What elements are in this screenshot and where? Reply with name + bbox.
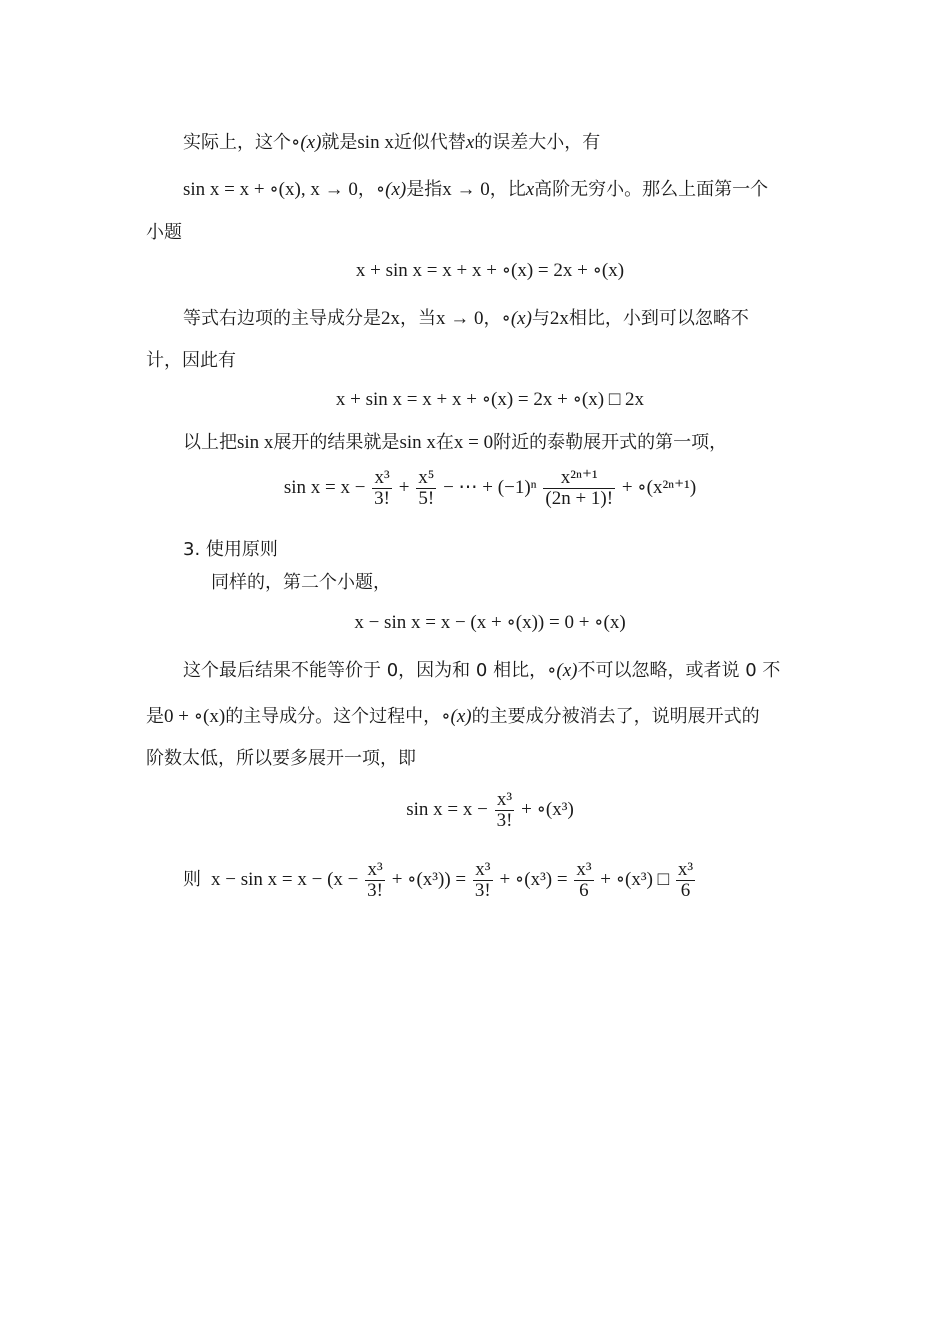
- text: 相比，小到可以忽略不: [568, 308, 749, 329]
- denominator: 6: [579, 880, 589, 901]
- eq-part: + ∘(x³) =: [499, 868, 568, 890]
- denominator: 6: [680, 880, 691, 901]
- text: 实际上，这个: [183, 132, 291, 153]
- fraction: [676, 860, 695, 901]
- numerator: x³: [473, 860, 493, 881]
- math-inline: 0 + ∘(x): [164, 706, 226, 727]
- paragraph-2-line-1: [183, 178, 768, 202]
- text: 则: [183, 868, 201, 890]
- eq-part: + ∘(x²ⁿ⁺¹): [621, 476, 697, 498]
- equation-6: [183, 860, 697, 901]
- math-inline: 2x: [549, 308, 569, 329]
- paragraph-6-line-3: 阶数太低，所以要多展开一项，即: [146, 748, 416, 769]
- numerator: x⁵: [418, 467, 435, 488]
- math-inline: x: [465, 132, 475, 153]
- denominator: 3!: [374, 488, 390, 509]
- text: 在: [435, 432, 454, 453]
- math-inline: x = 0: [453, 432, 494, 453]
- paragraph-6-line-2: [146, 705, 760, 729]
- eq-part: − ⋯ + (−1)ⁿ: [443, 476, 537, 498]
- fraction: [495, 790, 515, 831]
- denominator: 3!: [496, 810, 513, 831]
- eq-part: + ∘(x³)) =: [391, 868, 467, 890]
- eq-part: + ∘(x³) □: [600, 868, 670, 890]
- math-inline: x → 0: [436, 308, 484, 329]
- eq-part: +: [398, 476, 410, 498]
- text: ，: [483, 308, 502, 329]
- paragraph-6-line-1: [183, 659, 780, 683]
- fraction: [473, 860, 493, 901]
- numerator: x²ⁿ⁺¹: [543, 468, 615, 489]
- text: 不可以忽略，或者说 0 不: [577, 660, 781, 681]
- paragraph-3-line-1: [183, 307, 749, 331]
- paragraph-3-line-2: 计，因此有: [146, 350, 236, 371]
- text: 以上把: [183, 432, 237, 453]
- math-inline: sin x: [237, 432, 274, 453]
- equation-5: [0, 790, 950, 831]
- paragraph-2-line-2: 小题: [146, 222, 182, 243]
- math-inline: ∘(x): [291, 132, 322, 153]
- equation-4: x − sin x = x − (x + ∘(x)) = 0 + ∘(x): [354, 612, 626, 633]
- eq-part: x − sin x = x − (x −: [211, 868, 359, 890]
- fraction: [372, 468, 392, 509]
- denominator: 3!: [474, 880, 491, 901]
- text: 高阶无穷小。那么上面第一个: [534, 179, 769, 200]
- numerator: x³: [495, 790, 515, 811]
- denominator: (2n + 1)!: [545, 488, 614, 509]
- numerator: x³: [677, 859, 694, 880]
- fraction: [543, 468, 615, 509]
- fraction: [365, 860, 385, 901]
- numerator: x³: [576, 859, 592, 880]
- eq-part: + ∘(x³): [521, 798, 574, 820]
- text: 等式右边项的主导成分是: [183, 308, 381, 329]
- text: 这个最后结果不能等价于 0，因为和 0 相比，: [183, 660, 548, 681]
- eq-part: sin x = x −: [283, 476, 366, 498]
- text: ，: [357, 179, 376, 200]
- eq-part: sin x = x −: [406, 798, 488, 820]
- math-inline: ∘(x): [501, 308, 532, 329]
- fraction: [574, 860, 593, 901]
- math-inline: sin x: [399, 432, 436, 453]
- math-inline: ∘(x): [547, 660, 578, 681]
- numerator: x³: [365, 860, 385, 881]
- numerator: x³: [372, 468, 392, 489]
- paragraph-4: [183, 431, 727, 455]
- text: 附近的泰勒展开式的第一项，: [493, 432, 728, 453]
- denominator: 3!: [367, 880, 383, 901]
- text: 展开的结果就是: [273, 432, 400, 453]
- math-inline: x: [525, 179, 535, 200]
- text: 的主导成分。这个过程中，: [225, 706, 442, 727]
- math-inline: ∘(x): [441, 706, 472, 727]
- text: ，比: [489, 179, 526, 200]
- text: 的主要成分被消去了，说明展开式的: [471, 706, 760, 727]
- equation-2: x + sin x = x + x + ∘(x) = 2x + ∘(x) □ 2x: [335, 389, 645, 410]
- equation-1: x + sin x = x + x + ∘(x) = 2x + ∘(x): [355, 260, 625, 281]
- equation-3-taylor-series: [0, 468, 950, 509]
- section-heading: 3. 使用原则: [183, 539, 278, 560]
- text: ，当: [400, 308, 436, 329]
- math-inline: sin x: [357, 132, 394, 153]
- text: 是: [146, 706, 164, 727]
- text: 就是: [321, 132, 358, 153]
- text: 的误差大小，有: [474, 132, 601, 153]
- text: 近似代替: [393, 132, 466, 153]
- math-inline: sin x = x + ∘(x), x → 0: [183, 179, 358, 200]
- fraction: [416, 468, 436, 509]
- math-inline: ∘(x): [375, 179, 407, 200]
- denominator: 5!: [418, 488, 435, 509]
- math-inline: x → 0: [442, 179, 490, 200]
- math-inline: 2x: [381, 308, 400, 329]
- text: 与: [531, 308, 550, 329]
- text: 是指: [406, 179, 443, 200]
- paragraph-5: 同样的，第二个小题，: [211, 572, 391, 593]
- paragraph-1: [183, 131, 600, 155]
